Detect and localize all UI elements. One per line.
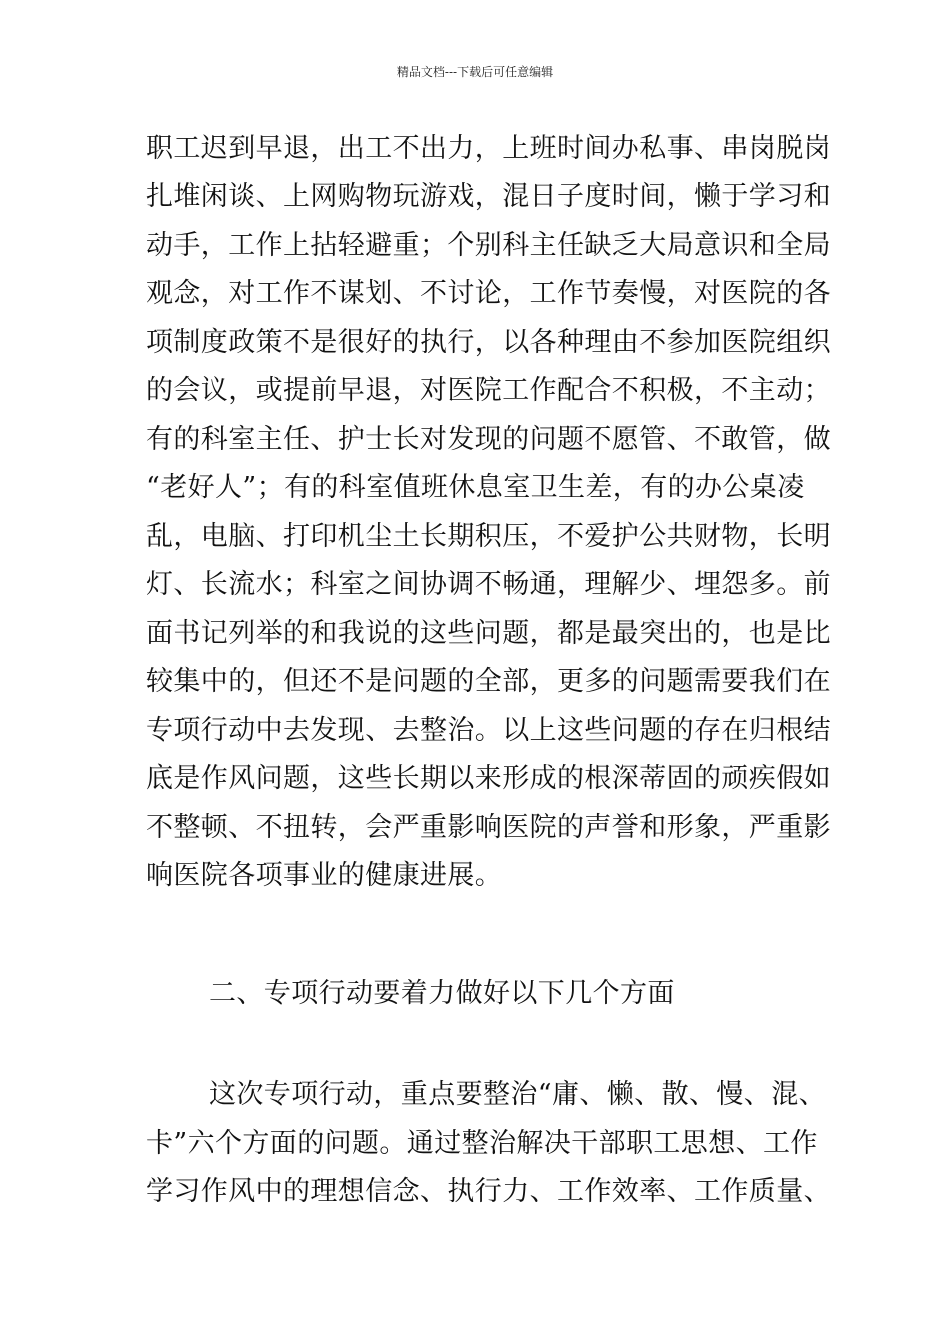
paragraph-line: 有的科室主任、护士长对发现的问题不愿管、不敢管，做 — [146, 424, 831, 455]
paragraph-line: 较集中的，但还不是问题的全部，更多的问题需要我们在 — [146, 666, 831, 697]
paragraph-line: 卡”六个方面的问题。通过整治解决干部职工思想、工作 — [146, 1128, 818, 1159]
paragraph-line: 底是作风问题，这些长期以来形成的根深蒂固的顽疾假如 — [146, 763, 831, 794]
paragraph-line: 不整顿、不扭转，会严重影响医院的声誉和形象，严重影 — [146, 812, 831, 843]
paragraph-line: 这次专项行动，重点要整治“庸、懒、散、慢、混、 — [209, 1079, 827, 1110]
paragraph-line: 灯、长流水；科室之间协调不畅通，理解少、埋怨多。前 — [146, 569, 831, 600]
paragraph-line: “老好人”；有的科室值班休息室卫生差，有的办公桌凌 — [146, 472, 805, 503]
paragraph-line: 观念，对工作不谋划、不讨论，工作节奏慢，对医院的各 — [146, 278, 831, 309]
page-header: 精品文档---下载后可任意编辑 — [396, 65, 554, 79]
paragraph-line: 乱，电脑、打印机尘土长期积压，不爱护公共财物，长明 — [146, 521, 831, 552]
paragraph-line: 学习作风中的理想信念、执行力、工作效率、工作质量、 — [146, 1176, 831, 1207]
section-heading: 二、专项行动要着力做好以下几个方面 — [209, 978, 675, 1009]
paragraph-line: 扎堆闲谈、上网购物玩游戏，混日子度时间，懒于学习和 — [146, 181, 831, 212]
paragraph-line: 的会议，或提前早退，对医院工作配合不积极，不主动； — [146, 375, 831, 406]
paragraph-line: 项制度政策不是很好的执行，以各种理由不参加医院组织 — [146, 327, 831, 358]
paragraph-line: 响医院各项事业的健康进展。 — [146, 860, 503, 891]
paragraph-line: 职工迟到早退，出工不出力，上班时间办私事、串岗脱岗 — [146, 133, 831, 164]
paragraph-line: 专项行动中去发现、去整治。以上这些问题的存在归根结 — [146, 715, 831, 746]
paragraph-line: 面书记列举的和我说的这些问题，都是最突出的，也是比 — [146, 618, 831, 649]
paragraph-line: 动手，工作上拈轻避重；个别科主任缺乏大局意识和全局 — [146, 230, 831, 261]
